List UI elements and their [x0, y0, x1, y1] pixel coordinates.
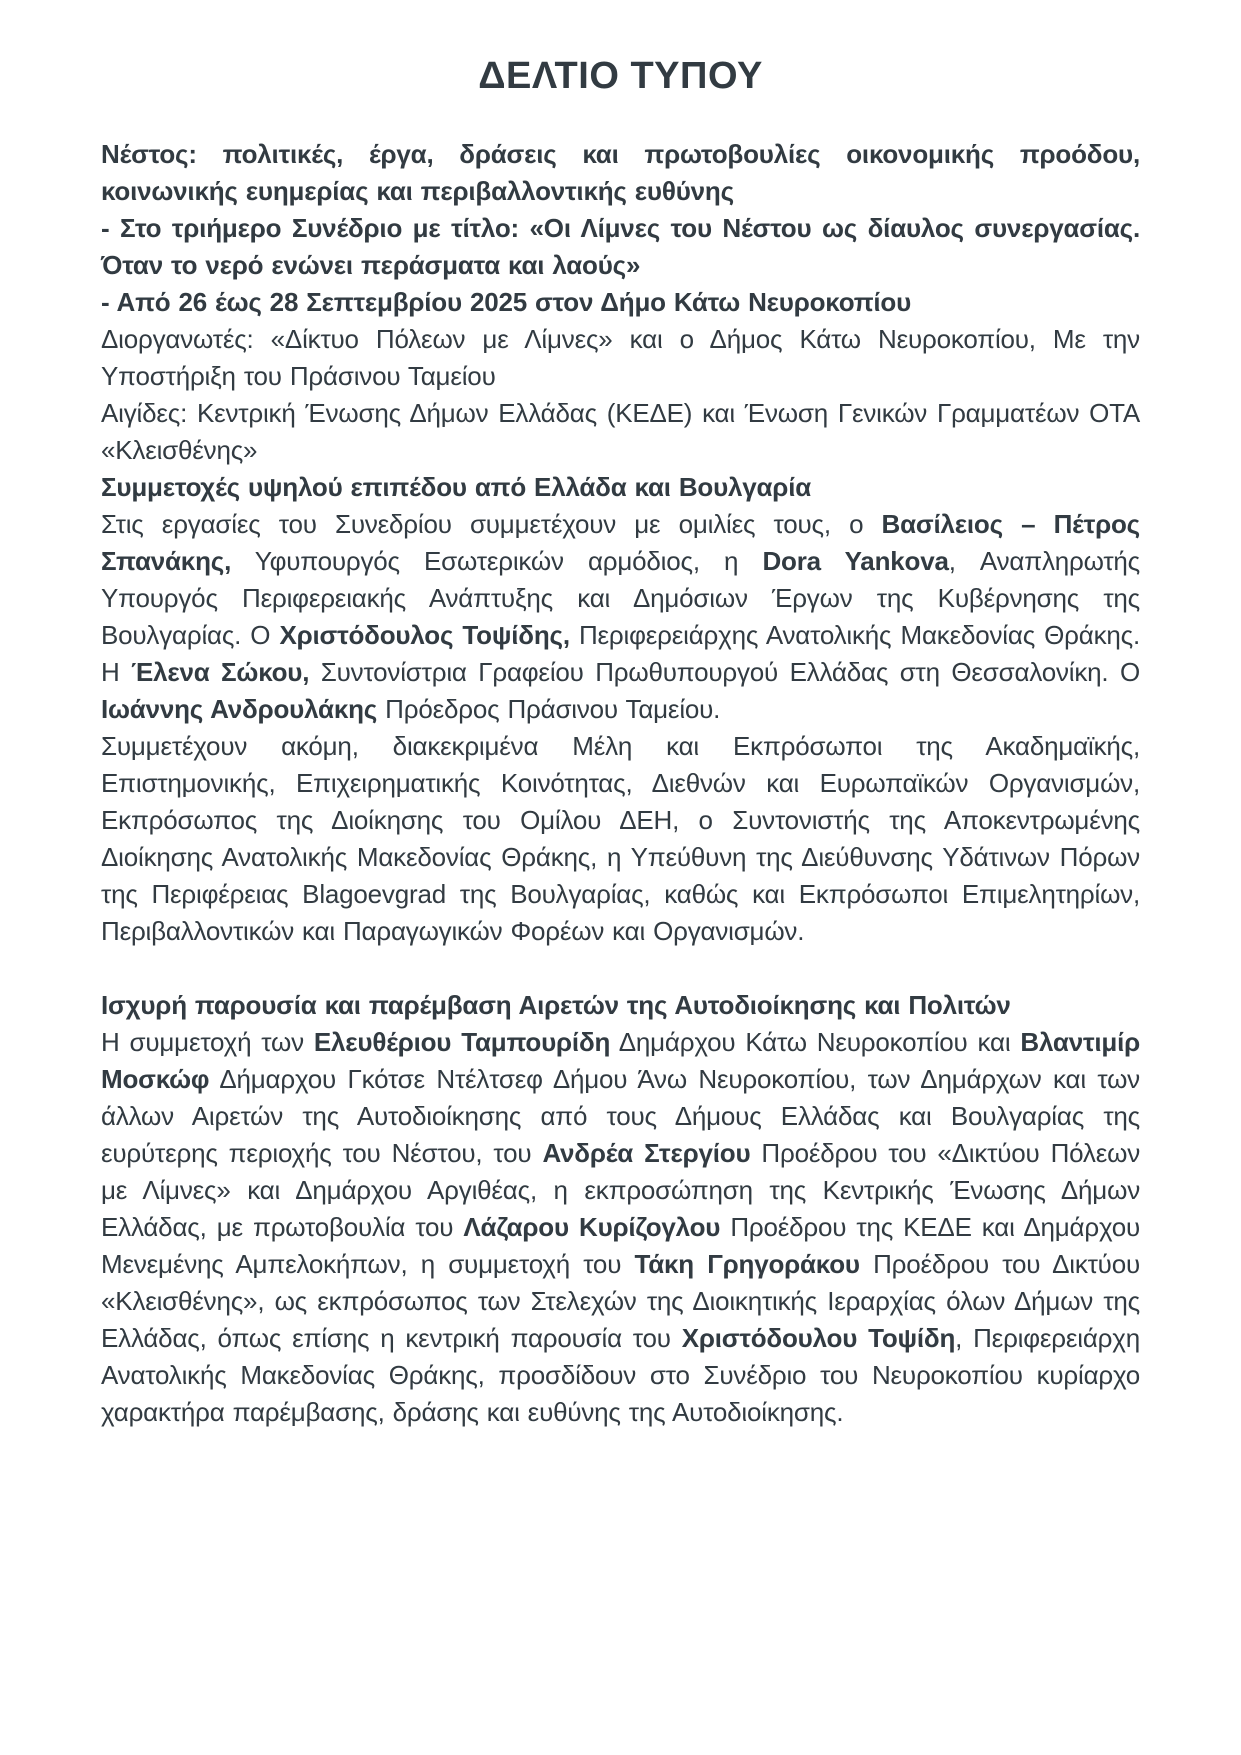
text-run: Συμμετέχουν ακόμη, διακεκριμένα Μέλη και Εκπρόσωποι της Ακαδημαϊκής, Επιστημονικής, Επιχειρηματικής Κοινότητας, Διεθνών και Ευρωπαϊκών Οργανισμών, Εκπρόσωπος της Διοίκησης του Ομίλου ΔΕΗ, ο Συντονιστής της Αποκεντρωμένης Διοίκησης Ανατολικής Μακεδονίας Θράκης, η Υπεύθυνη της Διεύθυνσης Υδάτινων Πόρων της Περιφέρειας Blagoevgrad της Βουλγαρίας, καθώς και Εκπρόσωποι Επιμελητηρίων, Περιβαλλοντικών και Παραγωγικών Φορέων και Οργανισμών. [101, 731, 1140, 946]
bold-text-run: Βασίλειος – Πέτρος Σπανάκης, [101, 509, 1140, 576]
paragraph [101, 136, 1140, 210]
bold-text-run: Συμμετοχές υψηλού επιπέδου από Ελλάδα και Βουλγαρία [101, 472, 812, 502]
bold-text-run: Dora Yankova [762, 546, 949, 576]
paragraph-spacer [101, 950, 1140, 987]
paragraph [101, 321, 1140, 395]
paragraph [101, 1024, 1140, 1431]
bold-text-run: Ελευθέριου Ταμπουρίδη [313, 1027, 611, 1057]
bold-text-run: Τάκη Γρηγοράκου [634, 1249, 860, 1279]
paragraph [101, 506, 1140, 728]
text-run: , Αναπληρωτής Υπουργός Περιφερειακής Ανάπτυξης και Δημόσιων Έργων της Κυβέρνησης της Βουλγαρίας. Ο [101, 546, 1140, 650]
text-run: Προέδρου του Δικτύου «Κλεισθένης», ως εκπρόσωπος των Στελεχών της Διοικητικής Ιεραρχίας όλων Δήμων της Ελλάδας, όπως επίσης η κεντρική παρουσία του [101, 1249, 1140, 1353]
bold-text-run: Χριστόδουλος Τοψίδης, [279, 620, 570, 650]
paragraph [101, 210, 1140, 284]
bold-text-run: Ισχυρή παρουσία και παρέμβαση Αιρετών της Αυτοδιοίκησης και Πολιτών [101, 990, 1011, 1020]
text-run: Υφυπουργός Εσωτερικών αρμόδιος, η [231, 546, 763, 576]
paragraph [101, 284, 1140, 321]
bold-text-run: Ιωάννης Ανδρουλάκης [101, 694, 378, 724]
paragraph [101, 987, 1140, 1024]
bold-text-run: Λάζαρου Κυρίζογλου [463, 1212, 721, 1242]
paragraph [101, 395, 1140, 469]
text-run: Διοργανωτές: «Δίκτυο Πόλεων με Λίμνες» και ο Δήμος Κάτω Νευροκοπίου, Με την Υποστήριξη του Πράσινου Ταμείου [101, 324, 1140, 391]
bold-text-run: Έλενα Σώκου, [131, 657, 310, 687]
bold-text-run: - Από 26 έως 28 Σεπτεμβρίου 2025 στον Δήμο Κάτω Νευροκοπίου [101, 287, 912, 317]
text-run: Προέδρου της ΚΕΔΕ και Δημάρχου Μενεμένης Αμπελοκήπων, η συμμετοχή του [101, 1212, 1140, 1279]
bold-text-run: Νέστος: πολιτικές, έργα, δράσεις και πρωτοβουλίες οικονομικής προόδου, κοινωνικής ευημερίας και περιβαλλοντικής ευθύνης [101, 139, 1140, 206]
bold-text-run: - Στο τριήμερο Συνέδριο με τίτλο: «Οι Λίμνες του Νέστου ως δίαυλος συνεργασίας. Όταν το νερό ενώνει περάσματα και λαούς» [101, 213, 1140, 280]
document-title: ΔΕΛΤΙΟ ΤΥΠΟΥ [478, 55, 763, 97]
text-run: Δήμαρχου Γκότσε Ντέλτσεφ Δήμου Άνω Νευροκοπίου, των Δημάρχων και των άλλων Αιρετών της Αυτοδιοίκησης από τους Δήμους Ελλάδας και Βουλγαρίας της ευρύτερης περιοχής του Νέστου, του [101, 1064, 1140, 1168]
text-run: , Περιφερειάρχη Ανατολικής Μακεδονίας Θράκης, προσδίδουν στο Συνέδριο του Νευροκοπίου κυρίαρχο χαρακτήρα παρέμβασης, δράσης και ευθύνης της Αυτοδιοίκησης. [101, 1323, 1140, 1427]
text-run: Στις εργασίες του Συνεδρίου συμμετέχουν με ομιλίες τους, ο [101, 509, 882, 539]
paragraph [101, 469, 1140, 506]
text-run: Περιφερειάρχης Ανατολικής Μακεδονίας Θράκης. Η [101, 620, 1140, 687]
text-run: Προέδρου του «Δικτύου Πόλεων με Λίμνες» και Δημάρχου Αργιθέας, η εκπροσώπηση της Κεντρικής Ένωσης Δήμων Ελλάδας, με πρωτοβουλία του [101, 1138, 1141, 1242]
paragraph [101, 728, 1140, 950]
text-run: Πρόεδρος Πράσινου Ταμείου. [377, 694, 721, 724]
text-run: Συντονίστρια Γραφείου Πρωθυπουργού Ελλάδας στη Θεσσαλονίκη. Ο [309, 657, 1140, 687]
bold-text-run: Χριστόδουλου Τοψίδη [681, 1323, 956, 1353]
text-run: Δημάρχου Κάτω Νευροκοπίου και [610, 1027, 1021, 1057]
bold-text-run: Βλαντιμίρ Μοσκώφ [101, 1027, 1140, 1094]
document-body [101, 136, 1140, 1431]
bold-text-run: Ανδρέα Στεργίου [542, 1138, 751, 1168]
text-run: Η συμμετοχή των [101, 1027, 314, 1057]
text-run: Αιγίδες: Κεντρική Ένωσης Δήμων Ελλάδας (ΚΕΔΕ) και Ένωση Γενικών Γραμματέων ΟΤΑ «Κλεισθένης» [101, 398, 1140, 465]
